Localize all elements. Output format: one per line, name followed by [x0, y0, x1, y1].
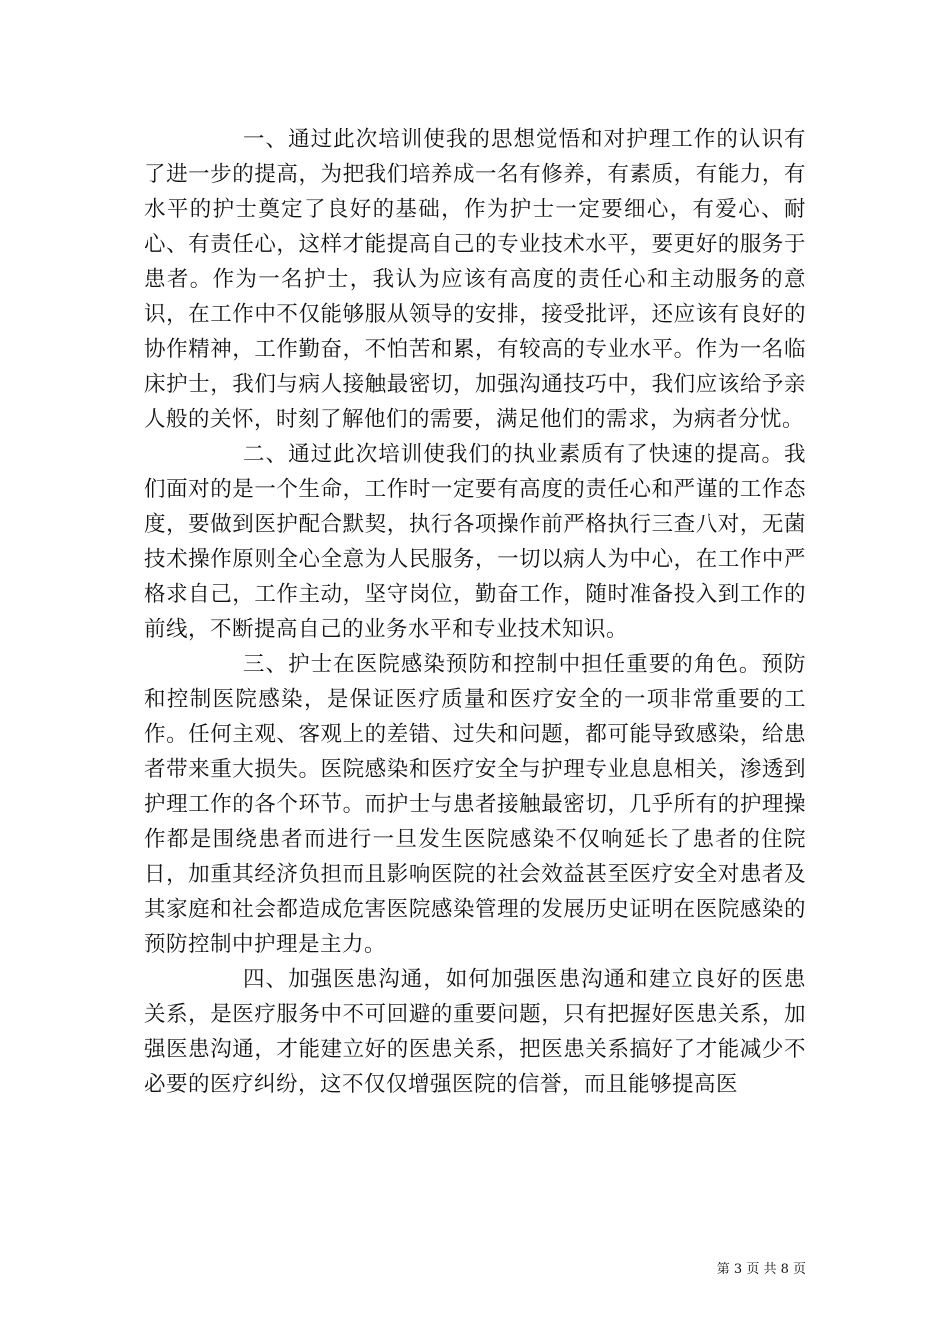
- page-number: 第 3 页 共 8 页: [716, 1262, 806, 1277]
- paragraph-3: 三、护士在医院感染预防和控制中担任重要的角色。预防和控制医院感染，是保证医疗质量和医疗安全的一项非常重要的工作。任何主观、客观上的差错、过失和问题，都可能导致感染，给患者带来重大损失。医院感染和医疗安全与护理专业息息相关，渗透到护理工作的各个环节。而护士与患者接触最密切，几乎所有的护理操作都是围绕患者而进行一旦发生医院感染不仅响延长了患者的住院日，加重其经济负担而且影响医院的社会效益甚至医疗安全对患者及其家庭和社会都造成危害医院感染管理的发展历史证明在医院感染的预防控制中护理是主力。: [144, 652, 806, 957]
- paragraph-2: 二、通过此次培训使我们的执业素质有了快速的提高。我们面对的是一个生命，工作时一定要有高度的责任心和严谨的工作态度，要做到医护配合默契，执行各项操作前严格执行三查八对，无菌技术操作原则全心全意为人民服务，一切以病人为中心，在工作中严格求自己，工作主动，坚守岗位，勤奋工作，随时准备投入到工作的前线，不断提高自己的业务水平和专业技术知识。: [144, 442, 806, 642]
- document-body: [144, 122, 806, 1102]
- paragraph-1: 一、通过此次培训使我的思想觉悟和对护理工作的认识有了进一步的提高，为把我们培养成一名有修养，有素质，有能力，有水平的护士奠定了良好的基础，作为护士一定要细心，有爱心、耐心、有责任心，这样才能提高自己的专业技术水平，要更好的服务于患者。作为一名护士，我认为应该有高度的责任心和主动服务的意识，在工作中不仅能够服从领导的安排，接受批评，还应该有良好的协作精神，工作勤奋，不怕苦和累，有较高的专业水平。作为一名临床护士，我们与病人接触最密切，加强沟通技巧中，我们应该给予亲人般的关怀，时刻了解他们的需要，满足他们的需求，为病者分忧。: [144, 127, 806, 432]
- paragraph-4: 四、加强医患沟通，如何加强医患沟通和建立良好的医患关系，是医疗服务中不可回避的重要问题，只有把握好医患关系，加强医患沟通，才能建立好的医患关系，把医患关系搞好了才能减少不必要的医疗纠纷，这不仅仅增强医院的信誉，而且能够提高医: [144, 967, 806, 1097]
